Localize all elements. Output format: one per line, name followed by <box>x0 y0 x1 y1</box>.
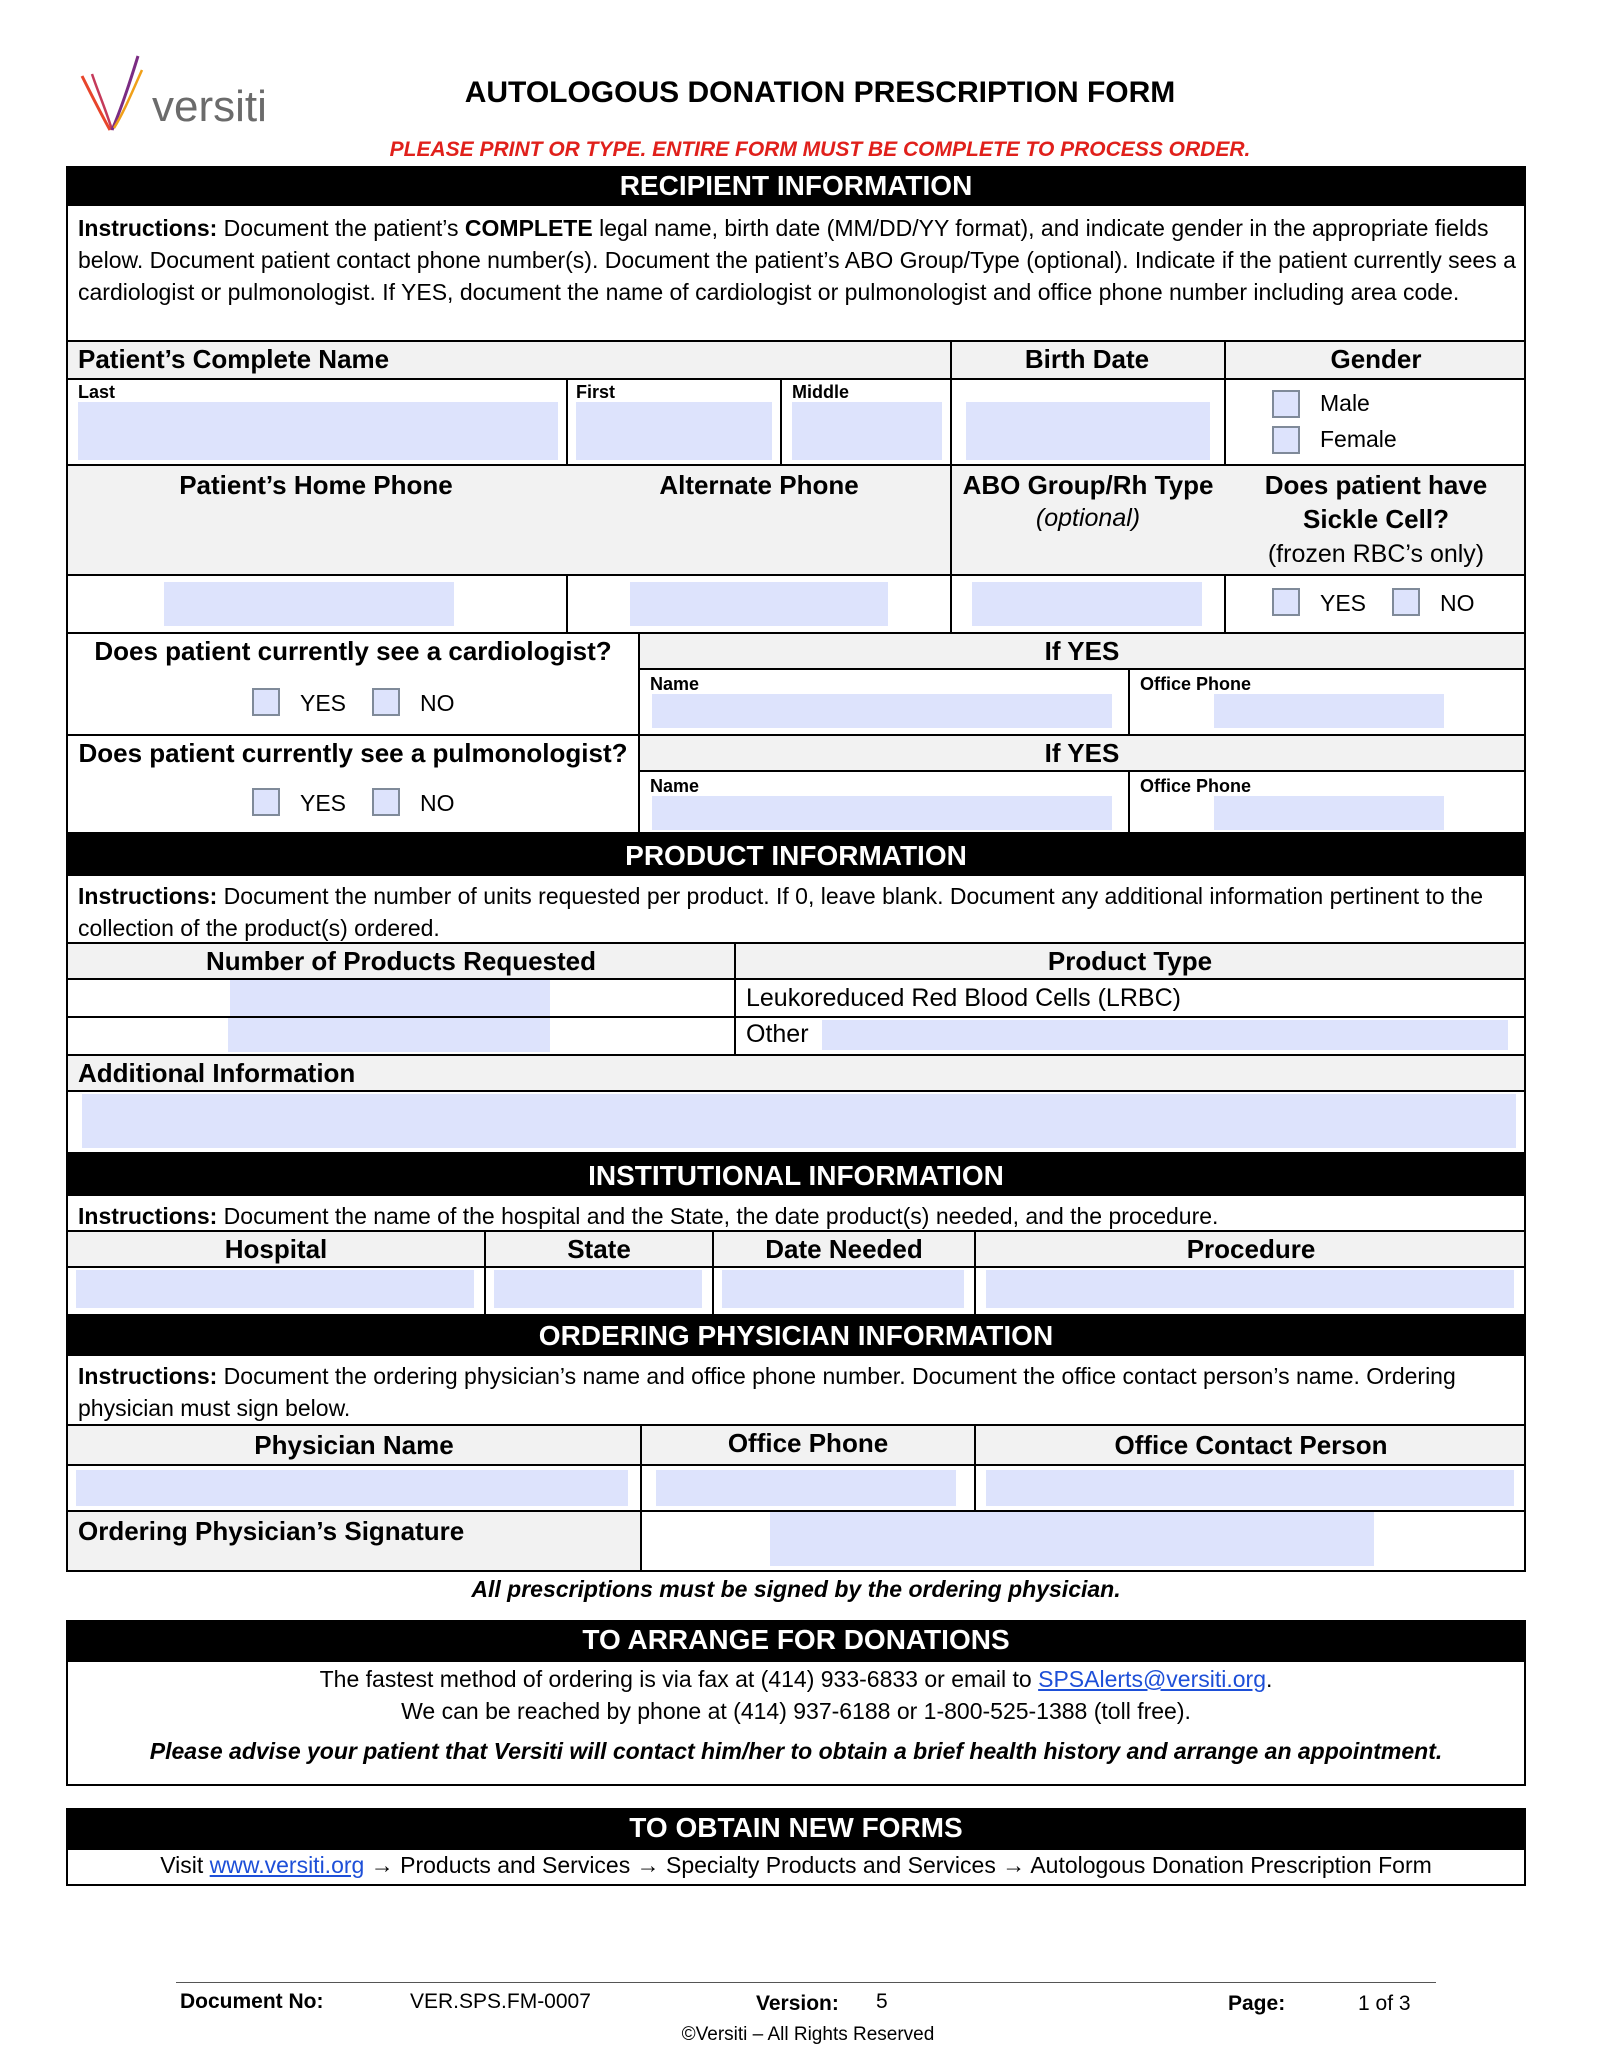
pulmo-name-label: Name <box>650 776 700 796</box>
home-phone-header: Patient’s Home Phone <box>179 470 453 500</box>
additional-info-label: Additional Information <box>78 1058 356 1088</box>
hospital-input[interactable] <box>76 1270 474 1308</box>
product-type-header: Product Type <box>1047 946 1213 976</box>
pulmo-question: Does patient currently see a pulmonologist? <box>78 738 628 768</box>
cardio-yes-label: YES <box>300 690 347 716</box>
institution-instructions: Instructions: Document the name of the hospital and the State, the date product(s) needed, and the procedure. <box>78 1203 1219 1229</box>
birth-date-input[interactable] <box>966 402 1210 460</box>
version-value: 5 <box>876 1990 888 2013</box>
office-contact-header: Office Contact Person <box>1114 1430 1388 1460</box>
pulmo-no-checkbox[interactable] <box>372 788 400 816</box>
cardio-no-checkbox[interactable] <box>372 688 400 716</box>
patient-name-header: Patient’s Complete Name <box>78 344 390 374</box>
email-link[interactable]: SPSAlerts@versiti.org <box>1038 1666 1266 1692</box>
abo-input[interactable] <box>972 582 1202 626</box>
arrange-line-1: The fastest method of ordering is via fax at (414) 933-6833 or email to SPSAlerts@versiti.org. <box>319 1666 1273 1692</box>
forms-section-title: TO OBTAIN NEW FORMS <box>66 1808 1526 1850</box>
gender-header: Gender <box>1330 344 1422 374</box>
copyright: ©Versiti – All Rights Reserved <box>681 2024 935 2045</box>
physician-phone-input[interactable] <box>656 1470 956 1506</box>
state-header: State <box>567 1234 631 1264</box>
form-title: AUTOLOGOUS DONATION PRESCRIPTION FORM <box>464 76 1176 109</box>
cardio-name-input[interactable] <box>652 694 1112 728</box>
physician-section-title: ORDERING PHYSICIAN INFORMATION <box>66 1316 1526 1356</box>
birth-date-header: Birth Date <box>1024 344 1150 374</box>
page-value: 1 of 3 <box>1358 1992 1411 2015</box>
sickle-no-label: NO <box>1440 590 1475 616</box>
pulmo-name-input[interactable] <box>652 796 1112 830</box>
alt-phone-input[interactable] <box>630 582 888 626</box>
institution-section-title: INSTITUTIONAL INFORMATION <box>66 1156 1526 1196</box>
other-description-input[interactable] <box>822 1020 1508 1050</box>
hospital-header: Hospital <box>224 1234 328 1264</box>
cardio-no-label: NO <box>420 690 455 716</box>
middle-name-input[interactable] <box>792 402 942 460</box>
other-label: Other <box>746 1020 809 1048</box>
procedure-header: Procedure <box>1186 1234 1316 1264</box>
first-name-label: First <box>576 382 616 402</box>
recipient-instructions: Instructions: Document the patient’s COMPLETE legal name, birth date (MM/DD/YY format), and indicate gender in the appropriate fields below. Document patient contact phone number(s). Document the patient’s ABO Group/Type (optional). Indicate if the patient currently sees a cardiologist or pulmonologist. If YES, document the name of cardiologist or pulmonologist and office phone number including area code. <box>78 215 1516 305</box>
female-label: Female <box>1320 426 1397 452</box>
signature-note: All prescriptions must be signed by the ordering physician. <box>471 1576 1121 1602</box>
cardio-name-label: Name <box>650 674 700 694</box>
recipient-section-title: RECIPIENT INFORMATION <box>66 166 1526 206</box>
physician-name-header: Physician Name <box>254 1430 454 1460</box>
other-quantity-input[interactable] <box>228 1018 550 1052</box>
signature-input[interactable] <box>770 1512 1374 1566</box>
abo-header: ABO Group/Rh Type <box>962 470 1214 500</box>
cardio-question: Does patient currently see a cardiologist? <box>94 636 612 666</box>
lrbc-quantity-input[interactable] <box>230 980 550 1016</box>
female-checkbox[interactable] <box>1272 426 1300 454</box>
last-name-input[interactable] <box>78 402 558 460</box>
last-name-label: Last <box>78 382 116 402</box>
physician-phone-header: Office Phone <box>727 1428 889 1458</box>
pulmo-no-label: NO <box>420 790 455 816</box>
office-contact-input[interactable] <box>986 1470 1514 1506</box>
signature-label: Ordering Physician’s Signature <box>78 1516 465 1546</box>
product-instructions: Instructions: Document the number of units requested per product. If 0, leave blank. Document any additional information pertinent to the collection of the product(s) ordered. <box>78 883 1484 941</box>
alt-phone-header: Alternate Phone <box>659 470 859 500</box>
procedure-input[interactable] <box>986 1270 1514 1308</box>
first-name-input[interactable] <box>576 402 772 460</box>
cardio-phone-input[interactable] <box>1214 694 1444 728</box>
sickle-yes-label: YES <box>1320 590 1367 616</box>
home-phone-input[interactable] <box>164 582 454 626</box>
arrange-line-3: Please advise your patient that Versiti will contact him/her to obtain a brief health history and arrange an appointment. <box>149 1738 1443 1764</box>
physician-instructions: Instructions: Document the ordering physician’s name and office phone number. Document the office contact person’s name. Ordering physician must sign below. <box>78 1363 1456 1421</box>
pulmo-yes-checkbox[interactable] <box>252 788 280 816</box>
physician-name-input[interactable] <box>76 1470 628 1506</box>
pulmo-yes-label: YES <box>300 790 347 816</box>
arrange-section-title: TO ARRANGE FOR DONATIONS <box>66 1620 1526 1662</box>
cardio-if-yes: If YES <box>1044 636 1120 666</box>
num-products-header: Number of Products Requested <box>205 946 597 976</box>
pulmo-if-yes: If YES <box>1044 738 1120 768</box>
abo-optional: (optional) <box>1035 504 1141 532</box>
product-section-title: PRODUCT INFORMATION <box>66 836 1526 876</box>
sickle-header-1: Does patient have <box>1264 470 1488 500</box>
forms-instructions: Visit www.versiti.org → Products and Services → Specialty Products and Services → Autologous Donation Prescription Form <box>160 1852 1432 1878</box>
date-needed-input[interactable] <box>722 1270 964 1308</box>
doc-no-value: VER.SPS.FM-0007 <box>410 1990 591 2013</box>
male-label: Male <box>1320 390 1370 416</box>
form-notice: PLEASE PRINT OR TYPE. ENTIRE FORM MUST BE COMPLETE TO PROCESS ORDER. <box>389 138 1251 161</box>
versiti-logo <box>78 52 288 144</box>
page-label: Page: <box>1228 1992 1286 2015</box>
pulmo-office-phone-label: Office Phone <box>1140 776 1252 796</box>
version-label: Version: <box>756 1992 839 2015</box>
logo-text: versiti <box>152 82 267 131</box>
doc-no-label: Document No: <box>180 1990 324 2013</box>
middle-name-label: Middle <box>792 382 849 402</box>
state-input[interactable] <box>494 1270 702 1308</box>
website-link[interactable]: www.versiti.org <box>209 1852 365 1878</box>
male-checkbox[interactable] <box>1272 390 1300 418</box>
cardio-yes-checkbox[interactable] <box>252 688 280 716</box>
additional-info-input[interactable] <box>82 1094 1516 1148</box>
pulmo-phone-input[interactable] <box>1214 796 1444 830</box>
sickle-no-checkbox[interactable] <box>1392 588 1420 616</box>
cardio-office-phone-label: Office Phone <box>1140 674 1252 694</box>
sickle-header-2: Sickle Cell? <box>1303 504 1449 534</box>
sickle-yes-checkbox[interactable] <box>1272 588 1300 616</box>
lrbc-label: Leukoreduced Red Blood Cells (LRBC) <box>746 984 1181 1012</box>
arrange-line-2: We can be reached by phone at (414) 937-6188 or 1-800-525-1388 (toll free). <box>401 1698 1191 1724</box>
date-needed-header: Date Needed <box>765 1234 923 1264</box>
sickle-note: (frozen RBC’s only) <box>1267 540 1485 568</box>
